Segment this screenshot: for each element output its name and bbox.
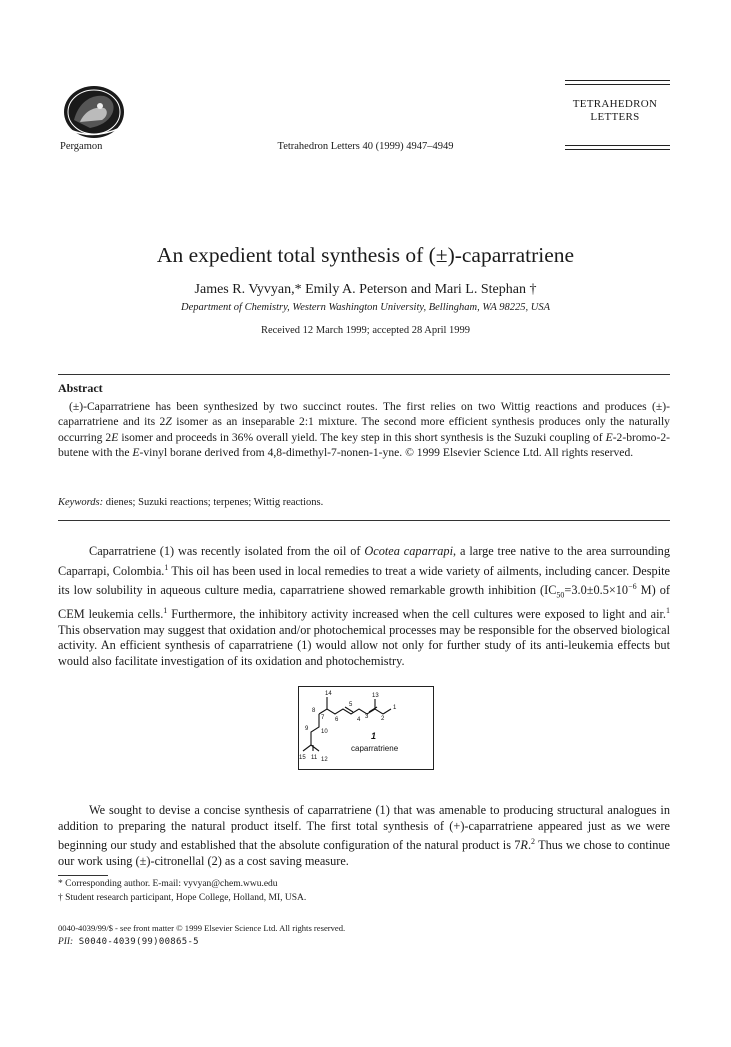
journal-name [560,98,670,124]
atom-label: 2 [381,716,385,722]
atom-label: 9 [305,726,309,732]
structure-diagram [299,687,433,769]
footnote-student: † Student research participant, Hope College, Holland, MI, USA. [58,893,307,903]
keywords [58,497,323,508]
caparratriene-structure-figure [298,686,434,770]
journal-rule-bottom [565,145,670,150]
keywords-list: dienes; Suzuki reactions; terpenes; Wittig reactions. [103,497,324,508]
atom-label: 7 [321,715,325,721]
body-paragraph-1: Caparratriene (1) was recently isolated from the oil of Ocotea caparrapi, a large tree native to the area surrounding Caparrapi, Colombia.$^1$ This oil has been used in local remedies to treat a wide variety of ailments, including cancer. Despite its low solubility in aqueous culture media, caparratriene showed remarkable growth inhibition ($IC_{50}=3.0\pm 0.5\times 10^{-6}$ M) of CEM leukemia cells.$^1$ Furthermore, the inhibitory activity increased when the cell cultures were exposed to light and air.$^1$ This observation may suggest that oxidation and/or photochemical processes may be responsible for the observed biological activity. An efficient synthesis of caparratriene (1) would allow not only for further study of its anti-leukemia effects but would also facilitate investigation of its oxidation and photochemistry. [58,544,670,668]
affiliation: Department of Chemistry, Western Washington University, Bellingham, WA 98225, USA [181,302,550,313]
journal-rule-top [565,80,670,85]
keywords-label: Keywords: [58,497,104,508]
atom-label: 6 [335,717,339,723]
journal-line-2: LETTERS [590,111,640,123]
footnote-rule [58,875,108,876]
atom-label: 4 [357,717,361,723]
atom-label: 1 [393,705,397,711]
body-paragraph-2: We sought to devise a concise synthesis of caparratriene (1) that was amenable to producing structural analogues in addition to preparing the natural product itself. The first total synthesis of (+)-caparratriene appeared just as we were beginning our study and established that the absolute configuration of the natural product is 7R.$^2$ Thus we chose to continue our work using (±)-citronellal (2) as a cost saving measure. [58,803,670,868]
issn-line: 0040-4039/99/$ - see front matter © 1999 Elsevier Science Ltd. All rights reserved. [58,923,346,933]
atom-label: 15 [299,755,306,761]
atom-label: 10 [321,729,328,735]
publisher-name: Pergamon [60,141,103,152]
atom-label: 14 [325,691,332,697]
journal-line-1: TETRAHEDRON [572,98,658,110]
abstract-rule-bottom [58,520,670,521]
atom-label: 12 [321,757,328,763]
atom-label: 11 [311,755,318,761]
atom-label: 3 [365,714,369,720]
elsevier-logo-icon [60,82,130,140]
abstract-heading: Abstract [58,381,103,395]
footnote-corresponding: * Corresponding author. E-mail: vyvyan@chem.wwu.edu [58,879,278,889]
compound-number: 1 [371,731,377,741]
atom-label: 13 [372,693,379,699]
atom-label: 5 [349,702,353,708]
author-list: James R. Vyvyan,* Emily A. Peterson and Mari L. Stephan † [194,282,537,297]
citation-line: Tetrahedron Letters 40 (1999) 4947–4949 [277,141,454,152]
compound-name: caparratriene [351,744,399,753]
article-title: An expedient total synthesis of (±)-caparratriene [156,243,575,267]
pii-line: PII: S0040-4039(99)00865-5 [58,937,199,947]
abstract-text: (±)-Caparratriene has been synthesized by two succinct routes. The first relies on two Wittig reactions and produces (±)-caparratriene and its 2Z isomer as an inseparable 2:1 mixture. The second more efficient synthesis produces only the naturally occurring 2E isomer and proceeds in 36% overall yield. The key step in this short synthesis is the Suzuki coupling of E-2-bromo-2-butene with the E-vinyl borane derived from 4,8-dimethyl-7-nonen-1-yne. © 1999 Elsevier Science Ltd. All rights reserved. [58,400,670,460]
abstract-rule-top [58,374,670,375]
received-dates: Received 12 March 1999; accepted 28 April 1999 [260,325,471,336]
atom-label: 8 [312,708,316,714]
